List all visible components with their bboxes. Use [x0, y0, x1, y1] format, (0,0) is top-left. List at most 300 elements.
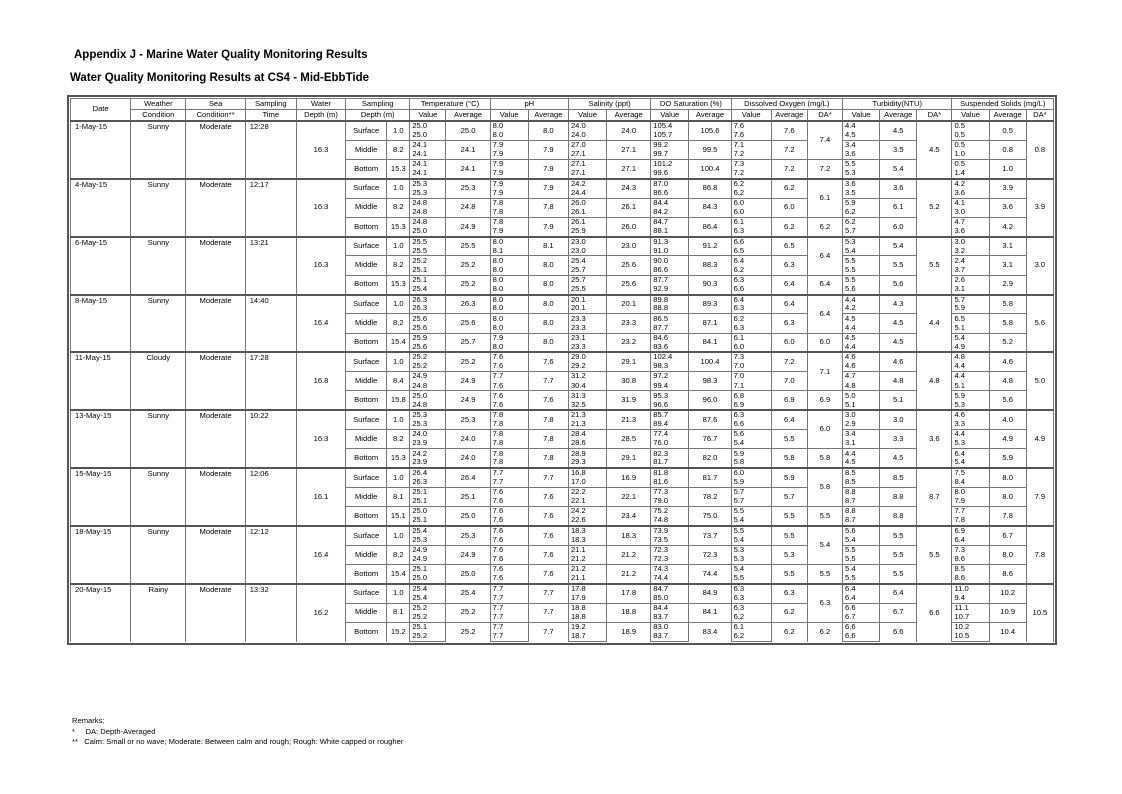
dissolved-oxygen-value: 7.3	[731, 352, 771, 362]
do-saturation-average: 89.3	[689, 295, 731, 314]
dissolved-oxygen-da-bottom: 5.8	[807, 449, 842, 468]
temperature-value: 25.4	[410, 593, 446, 603]
turbidity-value: 8.8	[843, 487, 880, 497]
salinity-value: 31.2	[568, 372, 606, 382]
table-row	[71, 179, 1054, 189]
sampling-level-cell: Surface	[346, 352, 387, 371]
suspended-solids-value: 6.9	[952, 526, 989, 536]
turbidity-value: 4.5	[843, 458, 880, 468]
salinity-value: 17.8	[568, 584, 606, 594]
suspended-solids-value: 8.5	[952, 564, 989, 574]
temperature-value: 25.9	[410, 333, 446, 343]
ph-value: 7.8	[490, 217, 528, 227]
dissolved-oxygen-value: 6.2	[731, 266, 771, 276]
temperature-average: 25.1	[446, 487, 490, 506]
sampling-depth-cell: 1.0	[387, 237, 410, 256]
turbidity-value: 3.4	[843, 430, 880, 440]
page-title: Appendix J - Marine Water Quality Monitoring Results	[74, 49, 368, 61]
dissolved-oxygen-da: 6.0	[807, 410, 842, 449]
do-saturation-value: 79.0	[651, 497, 689, 507]
sampling-depth-cell: 1.0	[387, 526, 410, 545]
sampling-level-cell: Surface	[346, 468, 387, 487]
suspended-solids-da: 7.9	[1026, 468, 1053, 526]
ph-value: 8.0	[490, 314, 528, 324]
turbidity-value: 5.5	[843, 275, 880, 285]
do-saturation-value: 90.0	[651, 256, 689, 266]
ph-average: 7.7	[528, 468, 568, 487]
ph-value: 7.7	[490, 613, 528, 623]
temperature-value: 23.9	[410, 458, 446, 468]
dissolved-oxygen-da: 7.4	[807, 121, 842, 160]
salinity-average: 16.9	[607, 468, 651, 487]
header-dissolved-oxygen: Dissolved Oxygen (mg/L)	[731, 99, 842, 110]
do-saturation-value: 77.3	[651, 487, 689, 497]
do-saturation-average: 87.1	[689, 314, 731, 333]
salinity-value: 18.7	[568, 632, 606, 642]
date-cell: 20-May-15	[71, 584, 131, 642]
sampling-level-cell: Bottom	[346, 333, 387, 352]
temperature-value: 24.1	[410, 169, 446, 179]
sampling-depth-cell: 15.3	[387, 449, 410, 468]
subheader-value: Value	[843, 110, 880, 122]
ph-average: 7.6	[528, 352, 568, 371]
salinity-value: 21.2	[568, 555, 606, 565]
suspended-solids-value: 7.3	[952, 545, 989, 555]
date-cell: 8-May-15	[71, 295, 131, 353]
do-saturation-value: 77.4	[651, 430, 689, 440]
salinity-value: 18.8	[568, 603, 606, 613]
dissolved-oxygen-value: 6.3	[731, 584, 771, 594]
do-saturation-value: 84.7	[651, 217, 689, 227]
salinity-value: 28.9	[568, 449, 606, 459]
dissolved-oxygen-value: 5.8	[731, 458, 771, 468]
salinity-value: 24.2	[568, 507, 606, 517]
ph-value: 7.6	[490, 545, 528, 555]
ph-value: 8.0	[490, 131, 528, 141]
turbidity-average: 4.5	[880, 449, 917, 468]
ph-value: 7.9	[490, 140, 528, 150]
salinity-value: 18.3	[568, 536, 606, 546]
turbidity-average: 5.4	[880, 160, 917, 179]
temperature-average: 25.6	[446, 314, 490, 333]
dissolved-oxygen-average: 6.9	[771, 391, 807, 410]
turbidity-da: 6.6	[917, 584, 952, 642]
sampling-time-cell: 17:28	[245, 352, 296, 410]
temperature-value: 25.5	[410, 246, 446, 256]
suspended-solids-average: 0.8	[989, 140, 1026, 159]
ph-value: 7.6	[490, 352, 528, 362]
sampling-time-cell: 12:17	[245, 179, 296, 237]
turbidity-average: 5.5	[880, 545, 917, 564]
suspended-solids-value: 7.7	[952, 507, 989, 517]
dissolved-oxygen-value: 6.0	[731, 208, 771, 218]
dissolved-oxygen-da: 6.1	[807, 179, 842, 218]
do-saturation-value: 88.1	[651, 227, 689, 237]
suspended-solids-value: 4.4	[952, 362, 989, 372]
temperature-value: 25.3	[410, 420, 446, 430]
dissolved-oxygen-value: 5.5	[731, 574, 771, 584]
sea-condition-cell: Moderate	[186, 179, 245, 237]
do-saturation-value: 82.3	[651, 449, 689, 459]
do-saturation-average: 78.2	[689, 487, 731, 506]
dissolved-oxygen-da-bottom: 5.5	[807, 564, 842, 583]
suspended-solids-da: 7.8	[1026, 526, 1053, 584]
do-saturation-average: 98.3	[689, 372, 731, 391]
temperature-average: 25.3	[446, 526, 490, 545]
salinity-average: 18.9	[607, 622, 651, 641]
do-saturation-value: 101.2	[651, 160, 689, 170]
temperature-value: 25.2	[410, 362, 446, 372]
header-salinity: Salinity (ppt)	[568, 99, 650, 110]
temperature-value: 25.4	[410, 526, 446, 536]
turbidity-average: 5.5	[880, 564, 917, 583]
ph-value: 7.8	[490, 410, 528, 420]
sampling-depth-cell: 8.4	[387, 372, 410, 391]
dissolved-oxygen-average: 6.4	[771, 275, 807, 294]
dissolved-oxygen-average: 5.3	[771, 545, 807, 564]
sampling-level-cell: Surface	[346, 584, 387, 603]
turbidity-value: 5.4	[843, 246, 880, 256]
dissolved-oxygen-average: 6.3	[771, 314, 807, 333]
dissolved-oxygen-value: 6.3	[731, 323, 771, 333]
do-saturation-average: 82.0	[689, 449, 731, 468]
turbidity-value: 3.4	[843, 140, 880, 150]
temperature-value: 25.1	[410, 266, 446, 276]
turbidity-value: 5.4	[843, 564, 880, 574]
turbidity-value: 5.5	[843, 545, 880, 555]
water-depth-cell: 16.1	[296, 468, 345, 526]
dissolved-oxygen-value: 5.3	[731, 555, 771, 565]
suspended-solids-value: 6.5	[952, 314, 989, 324]
temperature-average: 24.0	[446, 430, 490, 449]
salinity-value: 18.3	[568, 526, 606, 536]
salinity-value: 23.1	[568, 333, 606, 343]
header-suspended-solids: Suspended Solids (mg/L)	[952, 99, 1054, 110]
temperature-average: 25.0	[446, 121, 490, 140]
dissolved-oxygen-average: 7.0	[771, 372, 807, 391]
ph-value: 7.7	[490, 603, 528, 613]
date-cell: 4-May-15	[71, 179, 131, 237]
do-saturation-value: 97.2	[651, 372, 689, 382]
ph-value: 7.6	[490, 391, 528, 401]
water-depth-cell: 16.4	[296, 295, 345, 353]
temperature-average: 24.0	[446, 449, 490, 468]
turbidity-value: 6.2	[843, 208, 880, 218]
temperature-value: 25.1	[410, 487, 446, 497]
do-saturation-value: 87.7	[651, 275, 689, 285]
table-row	[71, 410, 1054, 420]
suspended-solids-da: 3.9	[1026, 179, 1053, 237]
ph-average: 7.9	[528, 217, 568, 236]
sampling-depth-cell: 15.2	[387, 622, 410, 641]
salinity-value: 22.1	[568, 497, 606, 507]
ph-average: 7.8	[528, 449, 568, 468]
suspended-solids-value: 3.0	[952, 208, 989, 218]
suspended-solids-value: 3.6	[952, 227, 989, 237]
ph-average: 8.0	[528, 333, 568, 352]
subheader-average: Average	[528, 110, 568, 122]
suspended-solids-average: 2.9	[989, 275, 1026, 294]
suspended-solids-value: 6.4	[952, 449, 989, 459]
header-sampling-time: Sampling	[245, 99, 296, 110]
salinity-average: 23.2	[607, 333, 651, 352]
salinity-value: 24.0	[568, 131, 606, 141]
turbidity-da: 5.2	[917, 179, 952, 237]
salinity-average: 27.1	[607, 140, 651, 159]
suspended-solids-average: 3.1	[989, 237, 1026, 256]
turbidity-value: 4.4	[843, 121, 880, 131]
suspended-solids-da: 4.9	[1026, 410, 1053, 468]
ph-value: 7.9	[490, 333, 528, 343]
sampling-depth-cell: 1.0	[387, 410, 410, 429]
header-weather-2: Condition	[131, 110, 186, 122]
turbidity-value: 2.9	[843, 420, 880, 430]
salinity-value: 21.1	[568, 545, 606, 555]
dissolved-oxygen-value: 5.7	[731, 497, 771, 507]
sampling-level-cell: Surface	[346, 237, 387, 256]
subheader-average: Average	[607, 110, 651, 122]
do-saturation-average: 75.0	[689, 507, 731, 526]
suspended-solids-da: 0.8	[1026, 121, 1053, 179]
salinity-value: 28.6	[568, 439, 606, 449]
temperature-value: 25.0	[410, 121, 446, 131]
suspended-solids-value: 0.5	[952, 121, 989, 131]
turbidity-value: 4.6	[843, 352, 880, 362]
dissolved-oxygen-value: 6.8	[731, 391, 771, 401]
suspended-solids-average: 4.9	[989, 430, 1026, 449]
ph-value: 8.0	[490, 256, 528, 266]
dissolved-oxygen-value: 5.4	[731, 439, 771, 449]
temperature-value: 24.1	[410, 160, 446, 170]
dissolved-oxygen-average: 5.9	[771, 468, 807, 487]
suspended-solids-value: 8.4	[952, 478, 989, 488]
weather-cell: Rainy	[131, 584, 186, 642]
salinity-average: 25.6	[607, 275, 651, 294]
dissolved-oxygen-value: 5.5	[731, 526, 771, 536]
turbidity-value: 5.0	[843, 391, 880, 401]
turbidity-da: 3.6	[917, 410, 952, 468]
do-saturation-average: 99.5	[689, 140, 731, 159]
subheader-value: Value	[490, 110, 528, 122]
dissolved-oxygen-value: 5.9	[731, 449, 771, 459]
ph-value: 7.9	[490, 227, 528, 237]
ph-value: 7.8	[490, 439, 528, 449]
turbidity-average: 5.5	[880, 256, 917, 275]
sea-condition-cell: Moderate	[186, 121, 245, 179]
do-saturation-value: 72.3	[651, 545, 689, 555]
ph-value: 7.6	[490, 536, 528, 546]
ph-value: 8.1	[490, 246, 528, 256]
temperature-value: 25.3	[410, 188, 446, 198]
turbidity-value: 4.5	[843, 131, 880, 141]
subheader-value: Value	[410, 110, 446, 122]
dissolved-oxygen-value: 6.5	[731, 246, 771, 256]
ph-value: 7.9	[490, 169, 528, 179]
dissolved-oxygen-value: 6.2	[731, 314, 771, 324]
header-water-depth: Water	[296, 99, 345, 110]
suspended-solids-average: 5.8	[989, 314, 1026, 333]
turbidity-value: 6.4	[843, 584, 880, 594]
salinity-average: 18.3	[607, 526, 651, 545]
dissolved-oxygen-value: 6.2	[731, 613, 771, 623]
do-saturation-value: 89.4	[651, 420, 689, 430]
do-saturation-average: 84.3	[689, 198, 731, 217]
suspended-solids-value: 4.6	[952, 410, 989, 420]
suspended-solids-average: 8.0	[989, 545, 1026, 564]
sampling-depth-cell: 8.2	[387, 256, 410, 275]
salinity-average: 17.8	[607, 584, 651, 603]
section-title: Water Quality Monitoring Results at CS4 - Mid-EbbTide	[70, 72, 370, 84]
dissolved-oxygen-value: 6.1	[731, 333, 771, 343]
sampling-depth-cell: 1.0	[387, 468, 410, 487]
sampling-level-cell: Bottom	[346, 564, 387, 583]
dissolved-oxygen-value: 6.4	[731, 256, 771, 266]
turbidity-da: 4.5	[917, 121, 952, 179]
dissolved-oxygen-value: 5.9	[731, 478, 771, 488]
do-saturation-average: 73.7	[689, 526, 731, 545]
subheader-da: DA*	[807, 110, 842, 122]
turbidity-value: 6.6	[843, 603, 880, 613]
suspended-solids-value: 6.4	[952, 536, 989, 546]
table-row	[71, 237, 1054, 247]
do-saturation-value: 85.0	[651, 593, 689, 603]
temperature-value: 24.0	[410, 430, 446, 440]
ph-average: 7.7	[528, 622, 568, 641]
suspended-solids-average: 4.2	[989, 217, 1026, 236]
turbidity-average: 4.5	[880, 121, 917, 140]
dissolved-oxygen-da-bottom: 6.2	[807, 217, 842, 236]
header-ph: pH	[490, 99, 568, 110]
salinity-value: 26.0	[568, 198, 606, 208]
temperature-average: 24.9	[446, 545, 490, 564]
ph-value: 7.8	[490, 420, 528, 430]
do-saturation-average: 74.4	[689, 564, 731, 583]
dissolved-oxygen-da-bottom: 6.0	[807, 333, 842, 352]
suspended-solids-value: 5.9	[952, 304, 989, 314]
do-saturation-value: 73.5	[651, 536, 689, 546]
ph-average: 7.7	[528, 584, 568, 603]
suspended-solids-da: 10.5	[1026, 584, 1053, 642]
dissolved-oxygen-average: 5.7	[771, 487, 807, 506]
suspended-solids-value: 5.1	[952, 381, 989, 391]
dissolved-oxygen-value: 6.2	[731, 179, 771, 189]
suspended-solids-value: 11.1	[952, 603, 989, 613]
sampling-level-cell: Bottom	[346, 391, 387, 410]
results-table-frame	[67, 95, 1057, 645]
temperature-value: 26.4	[410, 468, 446, 478]
dissolved-oxygen-average: 7.2	[771, 140, 807, 159]
salinity-value: 21.3	[568, 410, 606, 420]
date-cell: 1-May-15	[71, 121, 131, 179]
dissolved-oxygen-da: 5.4	[807, 526, 842, 565]
sampling-level-cell: Middle	[346, 256, 387, 275]
turbidity-average: 6.7	[880, 603, 917, 622]
dissolved-oxygen-average: 6.2	[771, 217, 807, 236]
dissolved-oxygen-average: 5.8	[771, 449, 807, 468]
sampling-level-cell: Middle	[346, 140, 387, 159]
suspended-solids-value: 7.8	[952, 516, 989, 526]
do-saturation-value: 99.6	[651, 169, 689, 179]
suspended-solids-average: 3.6	[989, 198, 1026, 217]
turbidity-value: 3.1	[843, 439, 880, 449]
suspended-solids-value: 10.2	[952, 622, 989, 632]
turbidity-value: 5.3	[843, 237, 880, 247]
do-saturation-value: 75.2	[651, 507, 689, 517]
suspended-solids-value: 4.4	[952, 372, 989, 382]
salinity-value: 19.2	[568, 622, 606, 632]
temperature-average: 24.8	[446, 198, 490, 217]
temperature-average: 24.9	[446, 217, 490, 236]
suspended-solids-value: 5.3	[952, 439, 989, 449]
ph-value: 7.6	[490, 555, 528, 565]
sampling-time-cell: 10:22	[245, 410, 296, 468]
dissolved-oxygen-value: 6.3	[731, 275, 771, 285]
ph-value: 8.0	[490, 285, 528, 295]
subheader-da: DA*	[917, 110, 952, 122]
sampling-level-cell: Bottom	[346, 160, 387, 179]
suspended-solids-value: 3.1	[952, 285, 989, 295]
date-cell: 15-May-15	[71, 468, 131, 526]
do-saturation-average: 72.3	[689, 545, 731, 564]
turbidity-value: 6.2	[843, 217, 880, 227]
turbidity-average: 4.5	[880, 314, 917, 333]
dissolved-oxygen-average: 6.0	[771, 198, 807, 217]
table-header	[71, 99, 1054, 122]
sampling-level-cell: Middle	[346, 314, 387, 333]
do-saturation-average: 105.6	[689, 121, 731, 140]
sampling-level-cell: Surface	[346, 121, 387, 140]
sampling-level-cell: Bottom	[346, 507, 387, 526]
weather-cell: Cloudy	[131, 352, 186, 410]
weather-cell: Sunny	[131, 121, 186, 179]
turbidity-value: 8.5	[843, 468, 880, 478]
dissolved-oxygen-value: 7.3	[731, 160, 771, 170]
sampling-time-cell: 13:21	[245, 237, 296, 295]
dissolved-oxygen-value: 5.4	[731, 536, 771, 546]
turbidity-value: 8.7	[843, 497, 880, 507]
turbidity-average: 3.6	[880, 179, 917, 198]
dissolved-oxygen-value: 7.6	[731, 121, 771, 131]
turbidity-value: 8.5	[843, 478, 880, 488]
dissolved-oxygen-da-bottom: 6.9	[807, 391, 842, 410]
turbidity-value: 6.4	[843, 593, 880, 603]
do-saturation-value: 92.9	[651, 285, 689, 295]
suspended-solids-average: 10.2	[989, 584, 1026, 603]
do-saturation-value: 84.7	[651, 584, 689, 594]
suspended-solids-value: 3.6	[952, 188, 989, 198]
dissolved-oxygen-average: 5.5	[771, 526, 807, 545]
ph-average: 7.6	[528, 545, 568, 564]
turbidity-value: 5.5	[843, 555, 880, 565]
sampling-depth-cell: 1.0	[387, 352, 410, 371]
date-cell: 6-May-15	[71, 237, 131, 295]
temperature-value: 24.2	[410, 449, 446, 459]
dissolved-oxygen-average: 6.3	[771, 256, 807, 275]
turbidity-value: 5.5	[843, 266, 880, 276]
dissolved-oxygen-value: 6.3	[731, 304, 771, 314]
salinity-value: 25.7	[568, 266, 606, 276]
salinity-average: 25.6	[607, 256, 651, 275]
temperature-average: 25.3	[446, 410, 490, 429]
ph-value: 8.0	[490, 121, 528, 131]
suspended-solids-value: 5.3	[952, 401, 989, 411]
temperature-value: 26.3	[410, 295, 446, 305]
dissolved-oxygen-value: 5.7	[731, 487, 771, 497]
temperature-average: 25.4	[446, 584, 490, 603]
remarks-line: * DA: Depth-Averaged	[72, 726, 156, 736]
table-row	[71, 121, 1054, 131]
ph-average: 8.0	[528, 314, 568, 333]
